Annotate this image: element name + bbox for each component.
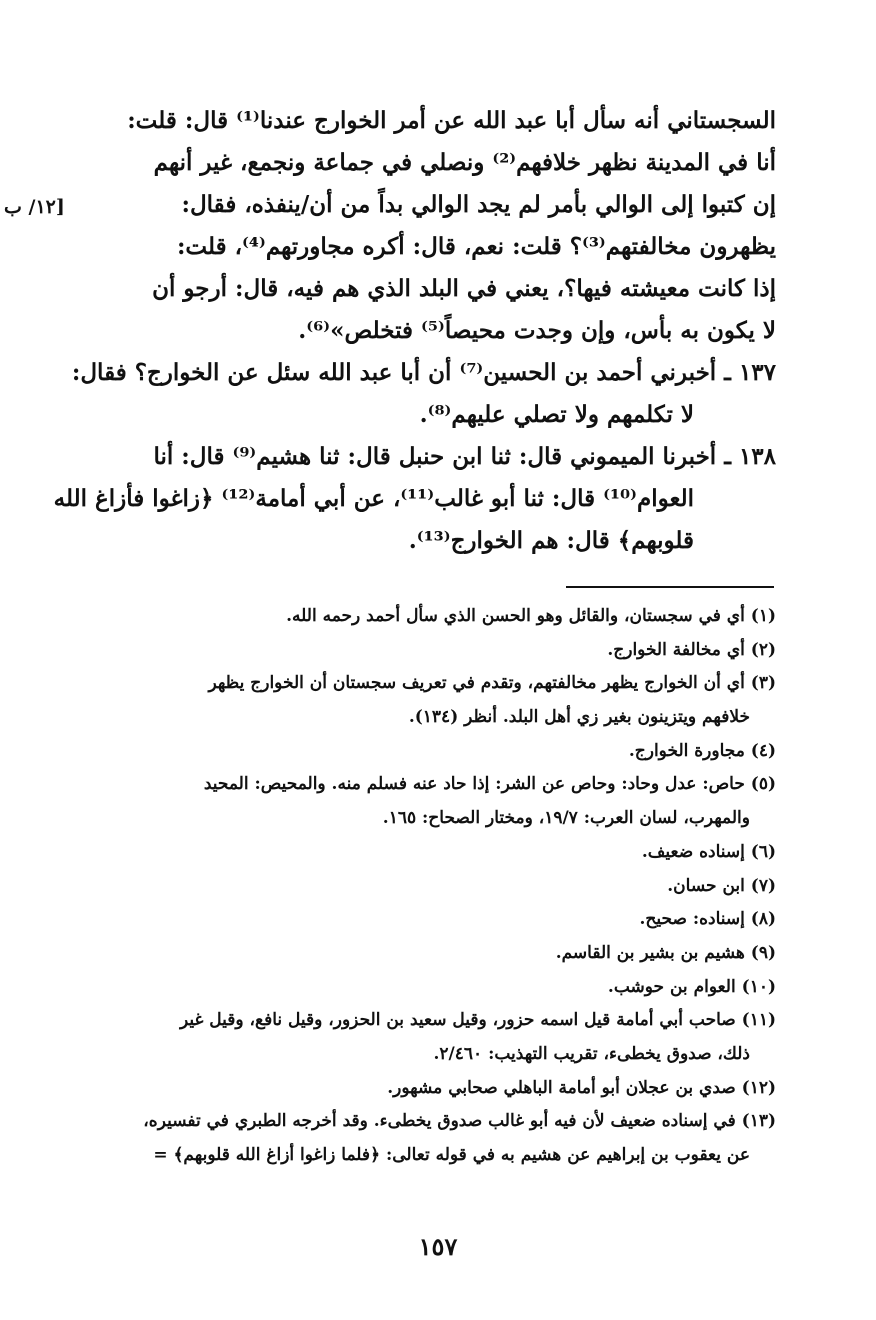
footnote-line: (١٢) صدي بن عجلان أبو أمامة الباهلي صحابي مشهور. xyxy=(387,1077,776,1098)
footnote-line: (١٠) العوام بن حوشب. xyxy=(607,976,776,997)
main-line: لا تكلمهم ولا تصلي عليهم⁽⁸⁾. xyxy=(419,401,694,428)
main-line: إن كتبوا إلى الوالي بأمر لم يجد الوالي بداً من أن/ينفذه، فقال: xyxy=(181,191,776,218)
footnote-line: (٢) أي مخالفة الخوارج. xyxy=(607,639,776,660)
footnotes xyxy=(85,600,776,1173)
footnote-line: (٣) أي أن الخوارج يظهر مخالفتهم، وتقدم في تعريف سجستان أن الخوارج يظهر xyxy=(208,673,776,694)
main-text xyxy=(53,100,776,562)
narration-138-line: ١٣٨ ـ أخبرنا الميموني قال: ثنا ابن حنبل قال: ثنا هشيم⁽⁹⁾ قال: أنا xyxy=(153,443,776,470)
footnote-line: (٩) هشيم بن بشير بن القاسم. xyxy=(555,942,776,963)
main-line: قلوبهم﴾ قال: هم الخوارج⁽¹³⁾. xyxy=(408,527,694,554)
footnote-line: خلافهم ويتزينون بغير زي أهل البلد. أنظر (١٣٤). xyxy=(408,707,750,728)
footnote-separator xyxy=(566,586,774,588)
footnote-line: عن يعقوب بن إبراهيم عن هشيم به في قوله تعالى: ﴿فلما زاغوا أزاغ الله قلوبهم﴾ = xyxy=(153,1145,750,1165)
footnote-line: (١٣) في إسناده ضعيف لأن فيه أبو غالب صدوق يخطىء. وقد أخرجه الطبري في تفسيره، xyxy=(143,1111,776,1132)
main-line: العوام⁽¹⁰⁾ قال: ثنا أبو غالب⁽¹¹⁾، عن أبي أمامة⁽¹²⁾ ﴿زاغوا فأزاغ الله xyxy=(53,485,694,512)
main-line: السجستاني أنه سأل أبا عبد الله عن أمر الخوارج عندنا⁽¹⁾ قال: قلت: xyxy=(127,107,776,134)
footnote-line: (٨) إسناده: صحيح. xyxy=(639,909,776,930)
footnote-line: (٦) إسناده ضعيف. xyxy=(641,841,776,862)
footnote-line: ذلك، صدوق يخطىء، تقريب التهذيب: ٢/٤٦٠. xyxy=(433,1043,750,1064)
manuscript-folio-marker: [١٢/ ب xyxy=(4,196,65,218)
page-number: ١٥٧ xyxy=(418,1232,458,1261)
main-line: إذا كانت معيشته فيها؟، يعني في البلد الذي هم فيه، قال: أرجو أن xyxy=(152,275,776,302)
main-line: أنا في المدينة نظهر خلافهم⁽²⁾ ونصلي في جماعة ونجمع، غير أنهم xyxy=(153,149,776,176)
main-line: يظهرون مخالفتهم⁽³⁾؟ قلت: نعم، قال: أكره مجاورتهم⁽⁴⁾، قلت: xyxy=(176,233,776,260)
footnote-line: (٧) ابن حسان. xyxy=(667,875,776,896)
footnote-line: والمهرب، لسان العرب: ١٩/٧، ومختار الصحاح: ١٦٥. xyxy=(382,808,750,829)
footnote-line: (١١) صاحب أبي أمامة قيل اسمه حزور، وقيل سعيد بن الحزور، وقيل نافع، وقيل غير xyxy=(179,1010,776,1031)
footnote-line: (٤) مجاورة الخوارج. xyxy=(628,740,776,761)
narration-137-line: ١٣٧ ـ أخبرني أحمد بن الحسين⁽⁷⁾ أن أبا عبد الله سئل عن الخوارج؟ فقال: xyxy=(71,359,776,386)
footnote-line: (١) أي في سجستان، والقائل وهو الحسن الذي سأل أحمد رحمه الله. xyxy=(286,606,776,626)
main-line: لا يكون به بأس، وإن وجدت محيصاً⁽⁵⁾ فتخلص»⁽⁶⁾. xyxy=(298,317,776,344)
footnote-line: (٥) حاص: عدل وحاد: وحاص عن الشر: إذا حاد عنه فسلم منه. والمحيص: المحيد xyxy=(203,774,776,795)
